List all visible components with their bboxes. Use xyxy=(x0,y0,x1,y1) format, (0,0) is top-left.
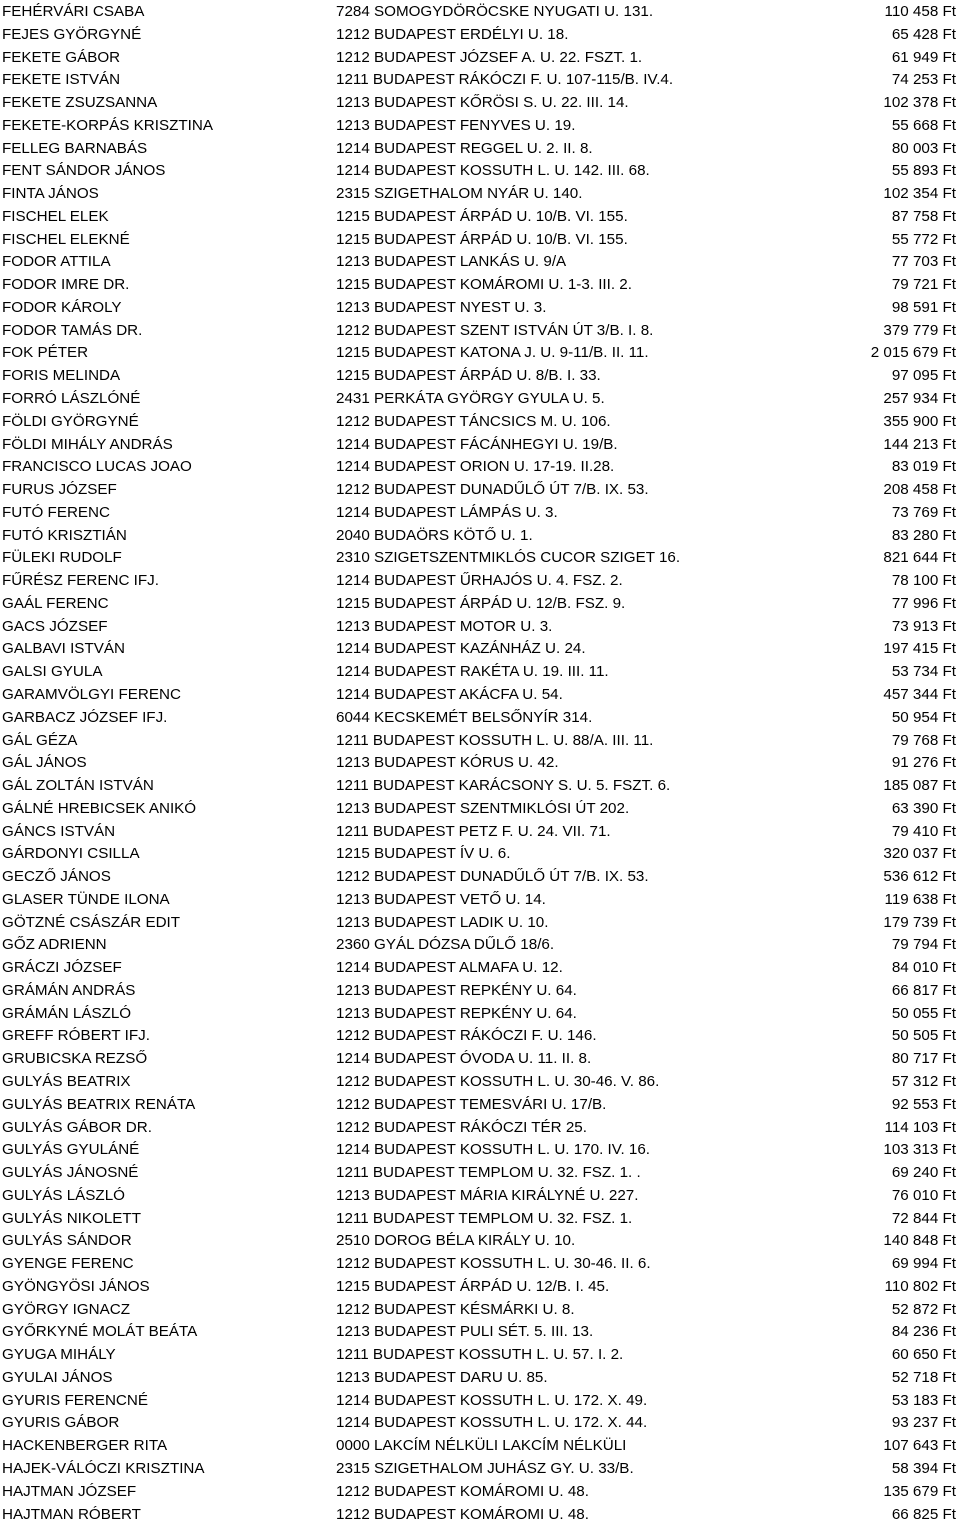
amount-value: 107 643 Ft xyxy=(883,1437,956,1455)
list-item xyxy=(0,1208,960,1231)
list-item xyxy=(0,160,960,183)
person-address: 1212 BUDAPEST SZENT ISTVÁN ÚT 3/B. I. 8. xyxy=(336,321,654,339)
list-item xyxy=(0,934,960,957)
list-item xyxy=(0,1,960,24)
list-item xyxy=(0,1048,960,1071)
person-name: GULYÁS NIKOLETT xyxy=(2,1209,141,1227)
amount-value: 61 949 Ft xyxy=(891,48,956,66)
person-name: FODOR TAMÁS DR. xyxy=(2,321,143,339)
list-item xyxy=(0,92,960,115)
list-item xyxy=(0,730,960,753)
list-item xyxy=(0,1139,960,1162)
person-address: 1213 BUDAPEST VETŐ U. 14. xyxy=(336,890,546,908)
list-item xyxy=(0,1253,960,1276)
amount-value: 144 213 Ft xyxy=(883,435,956,453)
amount-value: 135 679 Ft xyxy=(883,1482,956,1500)
list-item xyxy=(0,1162,960,1185)
person-name: FORRÓ LÁSZLÓNÉ xyxy=(2,390,141,408)
person-name: GULYÁS GYULÁNÉ xyxy=(2,1141,140,1159)
person-address: 1213 BUDAPEST REPKÉNY U. 64. xyxy=(336,981,577,999)
amount-value: 208 458 Ft xyxy=(883,481,956,499)
person-address: 2360 GYÁL DÓZSA DŰLŐ 18/6. xyxy=(336,936,555,954)
list-item xyxy=(0,1344,960,1367)
person-address: 1215 BUDAPEST ÍV U. 6. xyxy=(336,845,511,863)
person-name: GRÁCZI JÓZSEF xyxy=(2,959,122,977)
amount-value: 84 010 Ft xyxy=(891,959,956,977)
list-item xyxy=(0,502,960,525)
amount-value: 257 934 Ft xyxy=(883,390,956,408)
person-address: 1212 BUDAPEST KOMÁROMI U. 48. xyxy=(336,1482,589,1500)
amount-value: 50 055 Ft xyxy=(891,1004,956,1022)
list-item xyxy=(0,1003,960,1026)
person-address: 1214 BUDAPEST RAKÉTA U. 19. III. 11. xyxy=(336,663,609,681)
person-address: 1213 BUDAPEST SZENTMIKLÓSI ÚT 202. xyxy=(336,799,630,817)
person-address: 1212 BUDAPEST ERDÉLYI U. 18. xyxy=(336,25,569,43)
person-address: 1213 BUDAPEST PULI SÉT. 5. III. 13. xyxy=(336,1323,594,1341)
person-address: 1211 BUDAPEST PETZ F. U. 24. VII. 71. xyxy=(336,822,611,840)
person-name: FEKETE ISTVÁN xyxy=(2,71,121,89)
list-item xyxy=(0,1458,960,1481)
person-name: GÁRDONYI CSILLA xyxy=(2,845,140,863)
person-name: FEHÉRVÁRI CSABA xyxy=(2,3,145,20)
amount-value: 53 734 Ft xyxy=(891,663,956,681)
person-name: HACKENBERGER RITA xyxy=(2,1437,168,1455)
person-address: 1215 BUDAPEST ÁRPÁD U. 8/B. I. 33. xyxy=(336,367,601,385)
amount-value: 55 772 Ft xyxy=(891,230,956,248)
person-name: GYULAI JÁNOS xyxy=(2,1368,113,1386)
amount-value: 52 718 Ft xyxy=(891,1368,956,1386)
amount-value: 97 095 Ft xyxy=(891,367,956,385)
list-item xyxy=(0,183,960,206)
amount-value: 79 721 Ft xyxy=(891,276,956,294)
list-item xyxy=(0,798,960,821)
list-item xyxy=(0,229,960,252)
person-name: GREFF RÓBERT IFJ. xyxy=(2,1027,150,1045)
person-address: 1211 BUDAPEST RÁKÓCZI F. U. 107-115/B. IV.4. xyxy=(336,71,674,89)
person-address: 1214 BUDAPEST ALMAFA U. 12. xyxy=(336,959,563,977)
amount-value: 185 087 Ft xyxy=(883,777,956,795)
list-item xyxy=(0,434,960,457)
list-item xyxy=(0,684,960,707)
person-address: 1215 BUDAPEST KATONA J. U. 9-11/B. II. 11. xyxy=(336,344,649,362)
list-item xyxy=(0,616,960,639)
person-address: 1212 BUDAPEST RÁKÓCZI TÉR 25. xyxy=(336,1118,587,1136)
list-item xyxy=(0,1481,960,1504)
person-name: GÁL GÉZA xyxy=(2,731,78,749)
amount-value: 110 802 Ft xyxy=(884,1277,956,1295)
list-item xyxy=(0,889,960,912)
person-address: 1214 BUDAPEST ÓVODA U. 11. II. 8. xyxy=(336,1050,592,1068)
person-name: FEKETE-KORPÁS KRISZTINA xyxy=(2,116,213,134)
person-address: 1213 BUDAPEST FENYVES U. 19. xyxy=(336,116,576,134)
person-name: FÜLEKI RUDOLF xyxy=(2,549,122,567)
person-address: 1212 BUDAPEST TEMESVÁRI U. 17/B. xyxy=(336,1095,607,1113)
person-address: 1211 BUDAPEST KOSSUTH L. U. 57. I. 2. xyxy=(336,1346,624,1364)
list-item xyxy=(0,411,960,434)
amount-value: 83 019 Ft xyxy=(891,458,956,476)
person-address: 1213 BUDAPEST KÓRUS U. 42. xyxy=(336,754,559,772)
person-address: 7284 SOMOGYDÖRÖCSKE NYUGATI U. 131. xyxy=(336,3,654,20)
list-item xyxy=(0,593,960,616)
person-name: GULYÁS BEATRIX xyxy=(2,1072,131,1090)
person-name: GYENGE FERENC xyxy=(2,1255,134,1273)
amount-value: 79 794 Ft xyxy=(891,936,956,954)
person-name: GYÖNGYÖSI JÁNOS xyxy=(2,1277,150,1295)
list-item xyxy=(0,1185,960,1208)
list-item xyxy=(0,206,960,229)
amount-value: 119 638 Ft xyxy=(884,890,956,908)
person-name: FÖLDI MIHÁLY ANDRÁS xyxy=(2,435,173,453)
amount-value: 78 100 Ft xyxy=(891,572,956,590)
amount-value: 76 010 Ft xyxy=(891,1186,956,1204)
person-name: FUTÓ FERENC xyxy=(2,503,110,521)
person-name: GULYÁS GÁBOR DR. xyxy=(2,1118,152,1136)
list-item xyxy=(0,843,960,866)
amount-value: 73 913 Ft xyxy=(891,617,956,635)
person-address: 1214 BUDAPEST AKÁCFA U. 54. xyxy=(336,685,563,703)
person-name: GRÁMÁN LÁSZLÓ xyxy=(2,1004,132,1022)
amount-value: 98 591 Ft xyxy=(891,298,956,316)
person-address: 1214 BUDAPEST KOSSUTH L. U. 142. III. 68. xyxy=(336,162,650,180)
person-name: FINTA JÁNOS xyxy=(2,185,99,203)
person-address: 1212 BUDAPEST KÉSMÁRKI U. 8. xyxy=(336,1300,575,1318)
person-address: 1213 BUDAPEST REPKÉNY U. 64. xyxy=(336,1004,577,1022)
amount-value: 57 312 Ft xyxy=(891,1072,956,1090)
person-address: 1213 BUDAPEST LANKÁS U. 9/A xyxy=(336,253,567,271)
amount-value: 87 758 Ft xyxy=(891,207,956,225)
list-item xyxy=(0,456,960,479)
person-address: 1213 BUDAPEST KŐRÖSI S. U. 22. III. 14. xyxy=(336,94,629,112)
person-address: 1214 BUDAPEST KOSSUTH L. U. 172. X. 44. xyxy=(336,1414,648,1432)
list-item xyxy=(0,525,960,548)
amount-value: 110 458 Ft xyxy=(884,3,956,20)
person-name: GACS JÓZSEF xyxy=(2,617,108,635)
person-address: 2431 PERKÁTA GYÖRGY GYULA U. 5. xyxy=(336,390,605,408)
person-name: GLASER TÜNDE ILONA xyxy=(2,890,170,908)
amount-value: 79 410 Ft xyxy=(891,822,956,840)
person-address: 1213 BUDAPEST DARU U. 85. xyxy=(336,1368,548,1386)
list-item xyxy=(0,274,960,297)
person-address: 1212 BUDAPEST DUNADŰLŐ ÚT 7/B. IX. 53. xyxy=(336,481,649,499)
list-item xyxy=(0,1276,960,1299)
list-item xyxy=(0,24,960,47)
person-name: GULYÁS LÁSZLÓ xyxy=(2,1186,125,1204)
person-name: GAÁL FERENC xyxy=(2,594,109,612)
person-name: GYURIS FERENCNÉ xyxy=(2,1391,148,1409)
person-address: 1215 BUDAPEST ÁRPÁD U. 10/B. VI. 155. xyxy=(336,207,628,225)
list-item xyxy=(0,138,960,161)
amount-value: 53 183 Ft xyxy=(891,1391,956,1409)
person-name: FŰRÉSZ FERENC IFJ. xyxy=(2,572,159,590)
list-item xyxy=(0,661,960,684)
person-address: 1212 BUDAPEST KOMÁROMI U. 48. xyxy=(336,1505,589,1523)
person-name: GÖTZNÉ CSÁSZÁR EDIT xyxy=(2,913,181,931)
person-address: 1212 BUDAPEST DUNADŰLŐ ÚT 7/B. IX. 53. xyxy=(336,868,649,886)
person-name: GRÁMÁN ANDRÁS xyxy=(2,981,136,999)
person-name: FELLEG BARNABÁS xyxy=(2,139,148,157)
amount-value: 114 103 Ft xyxy=(884,1118,956,1136)
amount-value: 79 768 Ft xyxy=(891,731,956,749)
person-name: GULYÁS BEATRIX RENÁTA xyxy=(2,1095,196,1113)
person-address: 1214 BUDAPEST LÁMPÁS U. 3. xyxy=(336,503,558,521)
amount-value: 50 505 Ft xyxy=(891,1027,956,1045)
person-name: HAJTMAN RÓBERT xyxy=(2,1505,141,1523)
person-name: FODOR KÁROLY xyxy=(2,298,122,316)
list-item xyxy=(0,570,960,593)
amount-value: 197 415 Ft xyxy=(883,640,956,658)
amount-value: 2 015 679 Ft xyxy=(870,344,956,362)
person-name: GÁL ZOLTÁN ISTVÁN xyxy=(2,777,154,795)
person-address: 0000 LAKCÍM NÉLKÜLI LAKCÍM NÉLKÜLI xyxy=(336,1437,627,1455)
person-name: GARBACZ JÓZSEF IFJ. xyxy=(2,708,168,726)
list-item xyxy=(0,47,960,70)
person-address: 1214 BUDAPEST KOSSUTH L. U. 172. X. 49. xyxy=(336,1391,648,1409)
amount-value: 179 739 Ft xyxy=(883,913,956,931)
list-item xyxy=(0,752,960,775)
amount-value: 320 037 Ft xyxy=(883,845,956,863)
amount-value: 58 394 Ft xyxy=(891,1460,956,1477)
amount-value: 63 390 Ft xyxy=(891,799,956,817)
amount-value: 821 644 Ft xyxy=(883,549,956,567)
person-name: GULYÁS SÁNDOR xyxy=(2,1232,132,1250)
list-item xyxy=(0,320,960,343)
person-address: 1211 BUDAPEST KOSSUTH L. U. 88/A. III. 11. xyxy=(336,731,654,749)
person-name: GYURIS GÁBOR xyxy=(2,1414,120,1432)
person-address: 6044 KECSKEMÉT BELSŐNYÍR 314. xyxy=(336,708,593,726)
list-item xyxy=(0,1367,960,1390)
amount-value: 80 003 Ft xyxy=(891,139,956,157)
person-name: HAJEK-VÁLÓCZI KRISZTINA xyxy=(2,1460,205,1477)
list-item xyxy=(0,821,960,844)
amount-value: 66 825 Ft xyxy=(891,1505,956,1523)
list-item xyxy=(0,1071,960,1094)
amount-value: 55 668 Ft xyxy=(891,116,956,134)
list-item xyxy=(0,1230,960,1253)
list-item xyxy=(0,1435,960,1458)
person-address: 1215 BUDAPEST ÁRPÁD U. 10/B. VI. 155. xyxy=(336,230,628,248)
person-address: 1211 BUDAPEST TEMPLOM U. 32. FSZ. 1. xyxy=(336,1209,633,1227)
person-address: 1212 BUDAPEST TÁNCSICS M. U. 106. xyxy=(336,412,611,430)
person-name: FISCHEL ELEKNÉ xyxy=(2,230,130,248)
person-name: GYÖRGY IGNACZ xyxy=(2,1300,130,1318)
person-name: FODOR ATTILA xyxy=(2,253,111,271)
person-name: GECZŐ JÁNOS xyxy=(2,868,111,886)
list-item xyxy=(0,1094,960,1117)
person-address: 1212 BUDAPEST KOSSUTH L. U. 30-46. V. 86. xyxy=(336,1072,660,1090)
list-item xyxy=(0,547,960,570)
amount-value: 77 996 Ft xyxy=(891,594,956,612)
list-item xyxy=(0,1299,960,1322)
person-name: GÁNCS ISTVÁN xyxy=(2,822,116,840)
person-address: 1215 BUDAPEST ÁRPÁD U. 12/B. FSZ. 9. xyxy=(336,594,626,612)
amount-value: 73 769 Ft xyxy=(891,503,956,521)
amount-value: 102 378 Ft xyxy=(883,94,956,112)
amount-value: 536 612 Ft xyxy=(883,868,956,886)
list-item xyxy=(0,638,960,661)
person-address: 1214 BUDAPEST ŰRHAJÓS U. 4. FSZ. 2. xyxy=(336,572,623,590)
amount-value: 74 253 Ft xyxy=(891,71,956,89)
person-name: GÁLNÉ HREBICSEK ANIKÓ xyxy=(2,799,197,817)
list-item xyxy=(0,251,960,274)
person-name: GALBAVI ISTVÁN xyxy=(2,640,125,658)
list-item xyxy=(0,115,960,138)
person-address: 1213 BUDAPEST MÁRIA KIRÁLYNÉ U. 227. xyxy=(336,1186,639,1204)
person-name: GYŐRKYNÉ MOLÁT BEÁTA xyxy=(2,1323,198,1341)
person-address: 1213 BUDAPEST MOTOR U. 3. xyxy=(336,617,553,635)
person-address: 1212 BUDAPEST KOSSUTH L. U. 30-46. II. 6. xyxy=(336,1255,651,1273)
amount-value: 92 553 Ft xyxy=(891,1095,956,1113)
amount-value: 91 276 Ft xyxy=(891,754,956,772)
list-item xyxy=(0,1412,960,1435)
list-item xyxy=(0,342,960,365)
amount-value: 84 236 Ft xyxy=(891,1323,956,1341)
person-address: 1213 BUDAPEST NYEST U. 3. xyxy=(336,298,547,316)
list-item xyxy=(0,1025,960,1048)
person-name: GALSI GYULA xyxy=(2,663,103,681)
person-name: GULYÁS JÁNOSNÉ xyxy=(2,1164,139,1182)
list-item xyxy=(0,775,960,798)
person-address: 1212 BUDAPEST JÓZSEF A. U. 22. FSZT. 1. xyxy=(336,48,643,66)
amount-value: 80 717 Ft xyxy=(891,1050,956,1068)
person-address: 1214 BUDAPEST KOSSUTH L. U. 170. IV. 16. xyxy=(336,1141,651,1159)
person-name: FRANCISCO LUCAS JOAO xyxy=(2,458,192,476)
records-list xyxy=(0,1,960,1526)
list-item xyxy=(0,297,960,320)
amount-value: 102 354 Ft xyxy=(883,185,956,203)
person-name: GYUGA MIHÁLY xyxy=(2,1346,116,1364)
person-address: 2315 SZIGETHALOM NYÁR U. 140. xyxy=(336,185,583,203)
person-address: 1214 BUDAPEST REGGEL U. 2. II. 8. xyxy=(336,139,593,157)
person-address: 1211 BUDAPEST TEMPLOM U. 32. FSZ. 1. . xyxy=(336,1164,641,1182)
list-item xyxy=(0,1321,960,1344)
person-name: FUTÓ KRISZTIÁN xyxy=(2,526,127,544)
list-item xyxy=(0,388,960,411)
person-name: GÁL JÁNOS xyxy=(2,754,87,772)
person-address: 1212 BUDAPEST RÁKÓCZI F. U. 146. xyxy=(336,1027,597,1045)
person-address: 1214 BUDAPEST FÁCÁNHEGYI U. 19/B. xyxy=(336,435,618,453)
person-address: 1214 BUDAPEST KAZÁNHÁZ U. 24. xyxy=(336,640,586,658)
person-name: HAJTMAN JÓZSEF xyxy=(2,1482,137,1500)
person-name: FENT SÁNDOR JÁNOS xyxy=(2,162,166,180)
list-item xyxy=(0,912,960,935)
list-item xyxy=(0,980,960,1003)
person-name: FURUS JÓZSEF xyxy=(2,481,117,499)
person-name: GARAMVÖLGYI FERENC xyxy=(2,685,181,703)
person-name: FISCHEL ELEK xyxy=(2,207,109,225)
list-item xyxy=(0,1390,960,1413)
list-item xyxy=(0,1117,960,1140)
list-item xyxy=(0,957,960,980)
person-address: 1211 BUDAPEST KARÁCSONY S. U. 5. FSZT. 6. xyxy=(336,777,671,795)
amount-value: 140 848 Ft xyxy=(883,1232,956,1250)
person-address: 2315 SZIGETHALOM JUHÁSZ GY. U. 33/B. xyxy=(336,1460,634,1477)
person-address: 2040 BUDAÖRS KÖTŐ U. 1. xyxy=(336,526,533,544)
person-address: 1214 BUDAPEST ORION U. 17-19. II.28. xyxy=(336,458,615,476)
person-name: FODOR IMRE DR. xyxy=(2,276,130,294)
amount-value: 83 280 Ft xyxy=(891,526,956,544)
amount-value: 60 650 Ft xyxy=(891,1346,956,1364)
amount-value: 50 954 Ft xyxy=(891,708,956,726)
person-name: FEKETE GÁBOR xyxy=(2,48,121,66)
amount-value: 103 313 Ft xyxy=(883,1141,956,1159)
person-name: FOK PÉTER xyxy=(2,344,89,362)
person-address: 1215 BUDAPEST KOMÁROMI U. 1-3. III. 2. xyxy=(336,276,632,294)
list-item xyxy=(0,69,960,92)
person-name: GŐZ ADRIENN xyxy=(2,936,107,954)
amount-value: 355 900 Ft xyxy=(883,412,956,430)
amount-value: 77 703 Ft xyxy=(891,253,956,271)
amount-value: 65 428 Ft xyxy=(891,25,956,43)
person-address: 2510 DOROG BÉLA KIRÁLY U. 10. xyxy=(336,1232,576,1250)
list-item xyxy=(0,365,960,388)
list-item xyxy=(0,866,960,889)
amount-value: 69 240 Ft xyxy=(891,1164,956,1182)
amount-value: 72 844 Ft xyxy=(891,1209,956,1227)
list-item xyxy=(0,479,960,502)
amount-value: 457 344 Ft xyxy=(883,685,956,703)
amount-value: 52 872 Ft xyxy=(891,1300,956,1318)
amount-value: 379 779 Ft xyxy=(883,321,956,339)
amount-value: 66 817 Ft xyxy=(891,981,956,999)
person-name: FEKETE ZSUZSANNA xyxy=(2,94,158,112)
person-name: FEJES GYÖRGYNÉ xyxy=(2,25,142,43)
person-name: GRUBICSKA REZSŐ xyxy=(2,1050,148,1068)
person-address: 2310 SZIGETSZENTMIKLÓS CUCOR SZIGET 16. xyxy=(336,549,681,567)
person-name: FÖLDI GYÖRGYNÉ xyxy=(2,412,139,430)
person-name: FORIS MELINDA xyxy=(2,367,121,385)
amount-value: 93 237 Ft xyxy=(891,1414,956,1432)
list-item xyxy=(0,707,960,730)
person-address: 1215 BUDAPEST ÁRPÁD U. 12/B. I. 45. xyxy=(336,1277,610,1295)
amount-value: 69 994 Ft xyxy=(891,1255,956,1273)
amount-value: 55 893 Ft xyxy=(891,162,956,180)
person-address: 1213 BUDAPEST LADIK U. 10. xyxy=(336,913,549,931)
